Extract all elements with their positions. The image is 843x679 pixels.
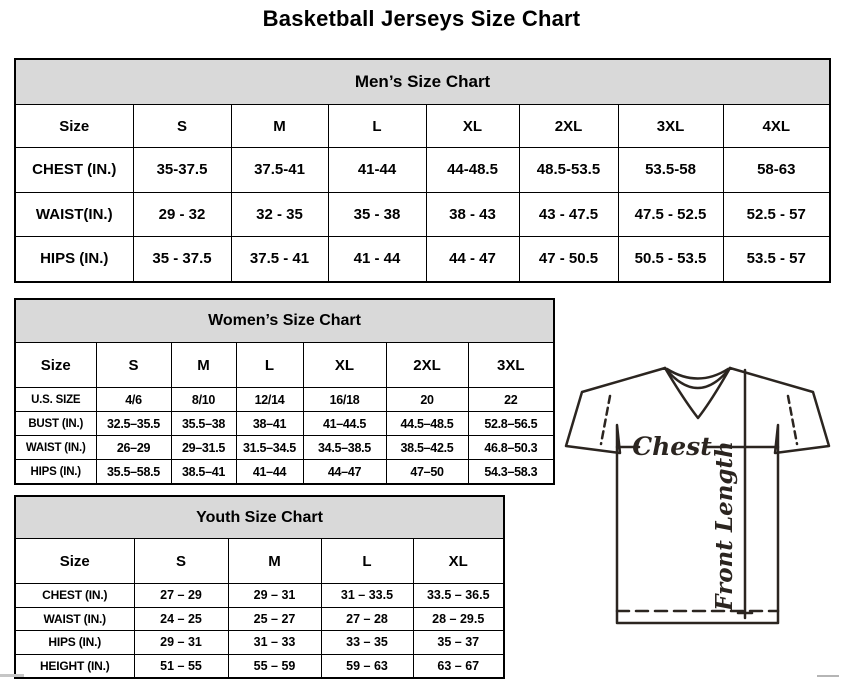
value-cell: 51 – 55 (134, 654, 228, 678)
value-cell: 28 – 29.5 (413, 607, 504, 631)
table-row (15, 607, 504, 631)
value-cell: 25 – 27 (228, 607, 321, 631)
column-header: S (96, 343, 171, 388)
row-label: WAIST(IN.) (15, 192, 133, 237)
value-cell: 41-44 (328, 148, 426, 193)
left-cuff-dashed-line (601, 396, 610, 444)
jersey-outline (566, 368, 829, 623)
scrollbar-fragment-right (817, 675, 839, 677)
jersey-measurement-diagram (560, 358, 838, 630)
womens-size-chart-table (14, 298, 555, 485)
column-header: XL (426, 105, 519, 148)
page-title: Basketball Jerseys Size Chart (262, 6, 581, 31)
row-label: HIPS (IN.) (15, 460, 96, 485)
row-label: BUST (IN.) (15, 412, 96, 436)
value-cell: 41–44 (236, 460, 303, 485)
value-cell: 44-48.5 (426, 148, 519, 193)
column-header: 4XL (723, 105, 830, 148)
column-header-row (15, 539, 504, 584)
column-header: XL (303, 343, 386, 388)
value-cell: 29 – 31 (228, 584, 321, 608)
table-row (15, 436, 554, 460)
value-cell: 27 – 28 (321, 607, 413, 631)
value-cell: 53.5-58 (618, 148, 723, 193)
chest-label: Chest (632, 432, 712, 461)
column-header: L (328, 105, 426, 148)
value-cell: 38 - 43 (426, 192, 519, 237)
value-cell: 32 - 35 (231, 192, 328, 237)
table-row (15, 388, 554, 412)
value-cell: 4/6 (96, 388, 171, 412)
table-title: Men’s Size Chart (15, 59, 830, 105)
table-row (15, 631, 504, 655)
value-cell: 44–47 (303, 460, 386, 485)
scrollbar-fragment-left (0, 674, 24, 677)
value-cell: 34.5–38.5 (303, 436, 386, 460)
youth-size-chart-table (14, 495, 505, 679)
column-header: 2XL (386, 343, 468, 388)
row-label: WAIST (IN.) (15, 436, 96, 460)
value-cell: 29 – 31 (134, 631, 228, 655)
value-cell: 27 – 29 (134, 584, 228, 608)
value-cell: 33.5 – 36.5 (413, 584, 504, 608)
table-row (15, 237, 830, 282)
front-length-label: Front Length (711, 441, 738, 611)
value-cell: 41–44.5 (303, 412, 386, 436)
value-cell: 48.5-53.5 (519, 148, 618, 193)
value-cell: 20 (386, 388, 468, 412)
table-title-row (15, 299, 554, 343)
value-cell: 35 - 38 (328, 192, 426, 237)
table-title-row (15, 59, 830, 105)
table-row (15, 412, 554, 436)
value-cell: 16/18 (303, 388, 386, 412)
value-cell: 35.5–58.5 (96, 460, 171, 485)
row-label: WAIST (IN.) (15, 607, 134, 631)
value-cell: 52.5 - 57 (723, 192, 830, 237)
column-header: 3XL (618, 105, 723, 148)
right-cuff-dashed-line (788, 396, 797, 444)
column-header: M (231, 105, 328, 148)
value-cell: 43 - 47.5 (519, 192, 618, 237)
value-cell: 12/14 (236, 388, 303, 412)
value-cell: 38–41 (236, 412, 303, 436)
value-cell: 47–50 (386, 460, 468, 485)
row-label: CHEST (IN.) (15, 148, 133, 193)
column-header: Size (15, 105, 133, 148)
value-cell: 8/10 (171, 388, 236, 412)
value-cell: 59 – 63 (321, 654, 413, 678)
column-header: L (321, 539, 413, 584)
row-label: HIPS (IN.) (15, 631, 134, 655)
value-cell: 35 - 37.5 (133, 237, 231, 282)
column-header: S (133, 105, 231, 148)
column-header: Size (15, 343, 96, 388)
value-cell: 47.5 - 52.5 (618, 192, 723, 237)
column-header: M (228, 539, 321, 584)
table-row (15, 192, 830, 237)
value-cell: 55 – 59 (228, 654, 321, 678)
column-header: M (171, 343, 236, 388)
value-cell: 35-37.5 (133, 148, 231, 193)
value-cell: 24 – 25 (134, 607, 228, 631)
column-header: XL (413, 539, 504, 584)
value-cell: 37.5 - 41 (231, 237, 328, 282)
mens-size-chart-table (14, 58, 831, 283)
value-cell: 41 - 44 (328, 237, 426, 282)
value-cell: 31.5–34.5 (236, 436, 303, 460)
value-cell: 32.5–35.5 (96, 412, 171, 436)
value-cell: 58-63 (723, 148, 830, 193)
value-cell: 29–31.5 (171, 436, 236, 460)
value-cell: 52.8–56.5 (468, 412, 554, 436)
value-cell: 29 - 32 (133, 192, 231, 237)
column-header: L (236, 343, 303, 388)
table-row (15, 460, 554, 485)
value-cell: 37.5-41 (231, 148, 328, 193)
table-row (15, 654, 504, 678)
value-cell: 31 – 33 (228, 631, 321, 655)
row-label: HEIGHT (IN.) (15, 654, 134, 678)
value-cell: 38.5–42.5 (386, 436, 468, 460)
value-cell: 26–29 (96, 436, 171, 460)
value-cell: 22 (468, 388, 554, 412)
value-cell: 44 - 47 (426, 237, 519, 282)
value-cell: 38.5–41 (171, 460, 236, 485)
column-header: Size (15, 539, 134, 584)
value-cell: 63 – 67 (413, 654, 504, 678)
value-cell: 47 - 50.5 (519, 237, 618, 282)
row-label: HIPS (IN.) (15, 237, 133, 282)
column-header: 3XL (468, 343, 554, 388)
row-label: CHEST (IN.) (15, 584, 134, 608)
value-cell: 31 – 33.5 (321, 584, 413, 608)
value-cell: 50.5 - 53.5 (618, 237, 723, 282)
column-header: 2XL (519, 105, 618, 148)
value-cell: 44.5–48.5 (386, 412, 468, 436)
value-cell: 35 – 37 (413, 631, 504, 655)
table-row (15, 148, 830, 193)
table-title: Women’s Size Chart (15, 299, 554, 343)
value-cell: 53.5 - 57 (723, 237, 830, 282)
table-row (15, 584, 504, 608)
table-title: Youth Size Chart (15, 496, 504, 539)
row-label: U.S. SIZE (15, 388, 96, 412)
value-cell: 54.3–58.3 (468, 460, 554, 485)
value-cell: 46.8–50.3 (468, 436, 554, 460)
column-header: S (134, 539, 228, 584)
column-header-row (15, 343, 554, 388)
collar-back-arc (667, 369, 728, 379)
table-title-row (15, 496, 504, 539)
column-header-row (15, 105, 830, 148)
value-cell: 33 – 35 (321, 631, 413, 655)
value-cell: 35.5–38 (171, 412, 236, 436)
